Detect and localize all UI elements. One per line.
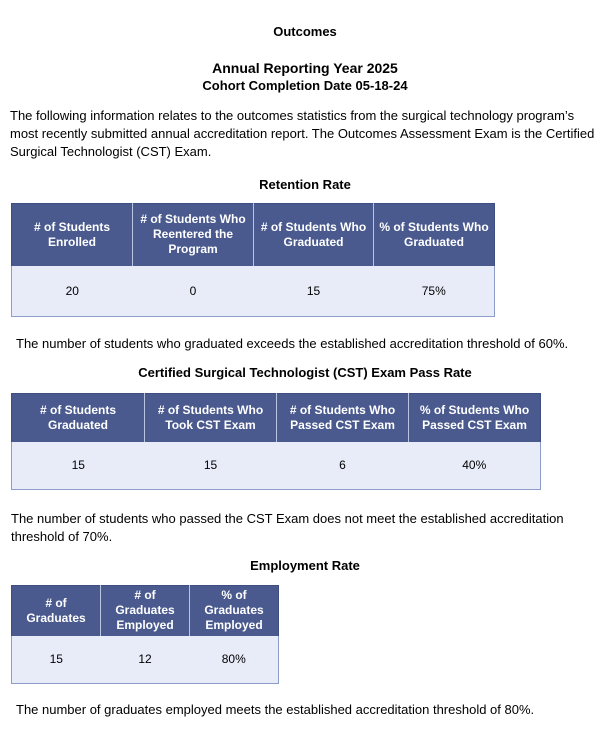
employment-note: The number of graduates employed meets the established accreditation threshold of 80%. bbox=[16, 702, 535, 717]
employment-col-percent-employed: % of Graduates Employed bbox=[190, 586, 279, 636]
cst-col-took-exam: # of Students Who Took CST Exam bbox=[145, 394, 277, 442]
cst-graduated-value: 15 bbox=[12, 442, 145, 490]
retention-percent-value: 75% bbox=[374, 266, 495, 317]
page-title: Outcomes bbox=[273, 24, 337, 39]
retention-reentered-value: 0 bbox=[133, 266, 254, 317]
cst-heading: Certified Surgical Technologist (CST) Exam Pass Rate bbox=[138, 365, 472, 380]
cst-percent-value: 40% bbox=[409, 442, 541, 490]
employment-col-graduates: # of Graduates bbox=[12, 586, 101, 636]
retention-graduated-value: 15 bbox=[254, 266, 374, 317]
retention-col-graduated: # of Students Who Graduated bbox=[254, 204, 374, 266]
employment-col-employed: # of Graduates Employed bbox=[101, 586, 190, 636]
reporting-year: Annual Reporting Year 2025 bbox=[212, 60, 398, 76]
retention-col-percent-graduated: % of Students Who Graduated bbox=[374, 204, 495, 266]
retention-note: The number of students who graduated exceeds the established accreditation threshold of 60%. bbox=[16, 336, 569, 351]
cst-note: The number of students who passed the CST Exam does not meet the established accreditation threshold of 70%. bbox=[11, 511, 564, 544]
retention-table bbox=[11, 203, 495, 317]
intro-paragraph: The following information relates to the outcomes statistics from the surgical technology program’s most recently submitted annual accreditation report. The Outcomes Assessment Exam is the Certified Surgical Technologist (CST) Exam. bbox=[10, 108, 595, 159]
employment-percent-value: 80% bbox=[190, 636, 279, 684]
retention-col-enrolled: # of Students Enrolled bbox=[12, 204, 133, 266]
employment-heading: Employment Rate bbox=[250, 558, 360, 573]
employment-employed-value: 12 bbox=[101, 636, 190, 684]
cst-col-percent-passed: % of Students Who Passed CST Exam bbox=[409, 394, 541, 442]
cst-table bbox=[11, 393, 541, 490]
cst-passed-exam-value: 6 bbox=[277, 442, 409, 490]
retention-col-reentered: # of Students Who Reentered the Program bbox=[133, 204, 254, 266]
cst-took-exam-value: 15 bbox=[145, 442, 277, 490]
employment-graduates-value: 15 bbox=[12, 636, 101, 684]
cohort-completion-date: Cohort Completion Date 05-18-24 bbox=[202, 78, 408, 93]
cst-col-passed-exam: # of Students Who Passed CST Exam bbox=[277, 394, 409, 442]
retention-heading: Retention Rate bbox=[259, 177, 351, 192]
retention-enrolled-value: 20 bbox=[12, 266, 133, 317]
employment-table bbox=[11, 585, 279, 684]
cst-col-graduated: # of Students Graduated bbox=[12, 394, 145, 442]
